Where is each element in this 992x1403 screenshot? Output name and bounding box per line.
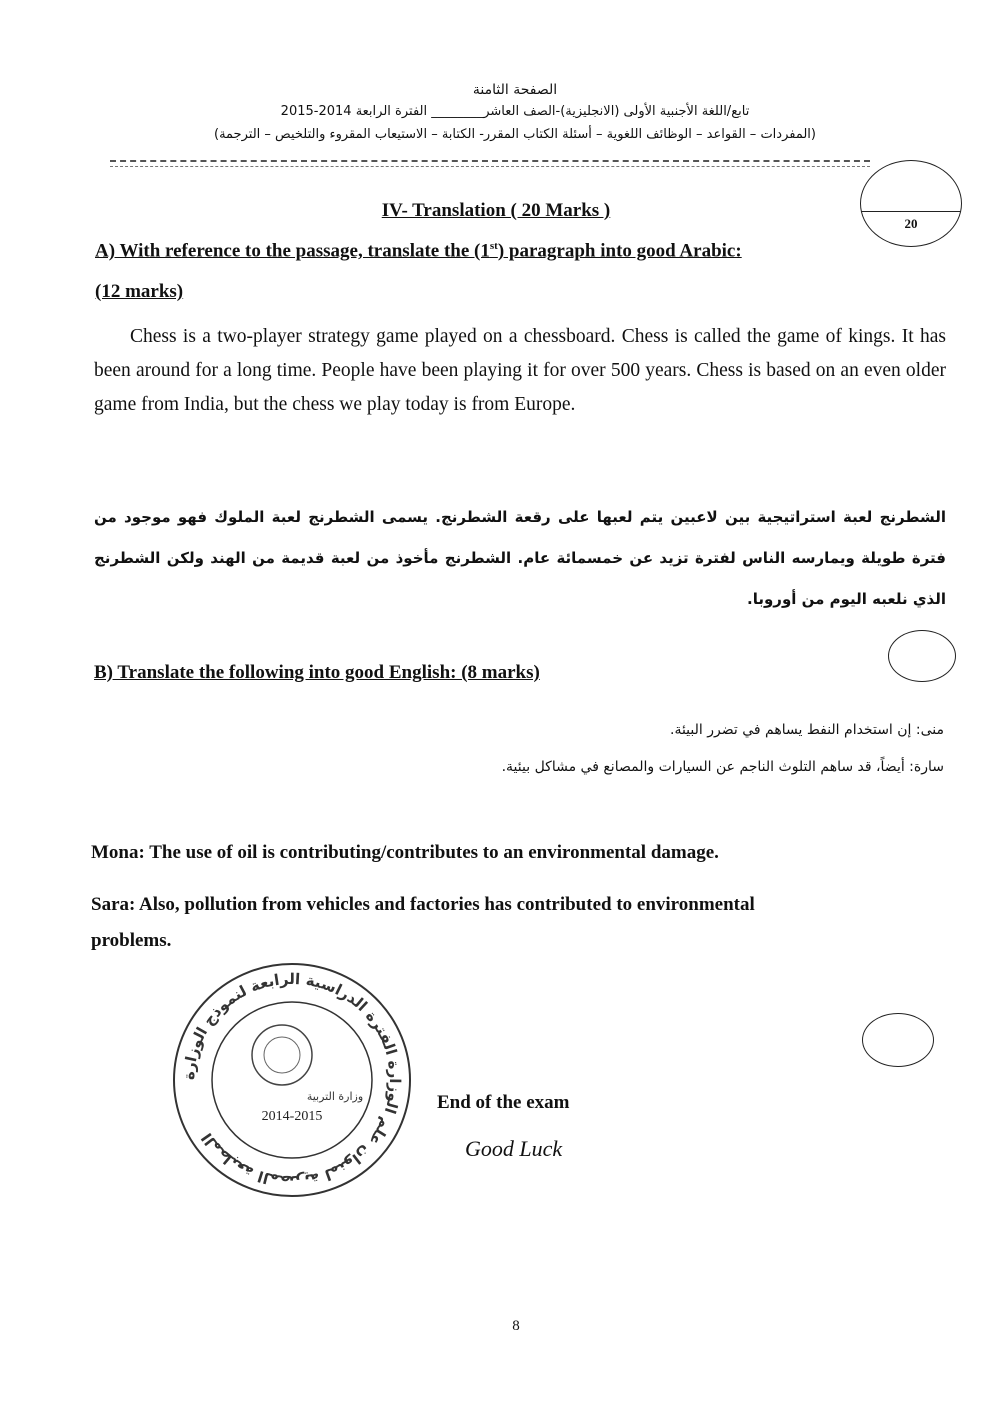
mark-circle: [862, 1013, 934, 1067]
part-a-instruction: A) With reference to the passage, translate the (1st) paragraph into good Arabic:: [95, 240, 742, 262]
part-a-marks: (12 marks): [95, 281, 184, 302]
good-luck: Good Luck: [465, 1136, 563, 1161]
svg-text:المطبعة المصرية لمنوان علم الو: المطبعة المصرية لمنوان علم الوزارة الفترة الدراسية الرابعة لنموذج الوزارة: [179, 969, 405, 1191]
section-title: IV- Translation ( 20 Marks ): [381, 200, 611, 221]
score-total: 20: [904, 216, 918, 231]
header-divider: [110, 160, 870, 162]
page-number: 8: [512, 1318, 520, 1334]
header-divider-2: [110, 166, 870, 167]
part-b-instruction: B) Translate the following into good English: (8 marks): [94, 662, 540, 683]
svg-text:وزارة التربية: وزارة التربية: [306, 1090, 364, 1103]
svg-text:2014-2015: 2014-2015: [261, 1109, 323, 1124]
answer-line: Mona: The use of oil is contributing/contributes to an environmental damage.: [91, 842, 719, 863]
topics-line: (المفردات – القواعد – الوظائف اللغوية – أسئلة الكتاب المقرر- الكتابة – الاستيعاب المقروء والتلخيص – الترجمة): [214, 127, 816, 142]
source-paragraph: Chess is a two-player strategy game played on a chessboard. Chess is called the game of kings. It has been around for a long time. People have been playing it for over 500 years. Chess is based on an even older game from India, but the chess we play today is from Europe.: [94, 326, 946, 415]
ministry-stamp: [170, 960, 415, 1200]
arabic-line: منى: إن استخدام النفط يساهم في تضرر البيئة.: [670, 722, 944, 738]
arabic-line: سارة: أيضاً، قد ساهم التلوث الناجم عن السيارات والمصانع في مشاكل بيئية.: [501, 759, 944, 775]
answer-line: problems.: [91, 930, 172, 951]
subject-line: تابع/اللغة الأجنبية الأولى (الانجليزية)-الصف العاشر________ الفترة الرابعة 2014-2015: [280, 104, 750, 119]
end-of-exam: End of the exam: [437, 1092, 570, 1113]
mark-circle: [888, 630, 956, 682]
page-label: الصفحة الثامنة: [472, 82, 558, 98]
answer-line: Sara: Also, pollution from vehicles and factories has contributed to environmental: [91, 894, 755, 915]
arabic-translation: الشطرنج لعبة استراتيجية بين لاعبين يتم لعبها على رقعة الشطرنج. يسمى الشطرنج لعبة الملوك فهو موجود من فترة طويلة ويمارسه الناس لفترة تزيد عن خمسمائة عام. الشطرنج مأخوذ من لعبة قديمة من الهند ولكن الشطرنج الذي نلعبه اليوم من أوروبا.: [94, 508, 946, 608]
